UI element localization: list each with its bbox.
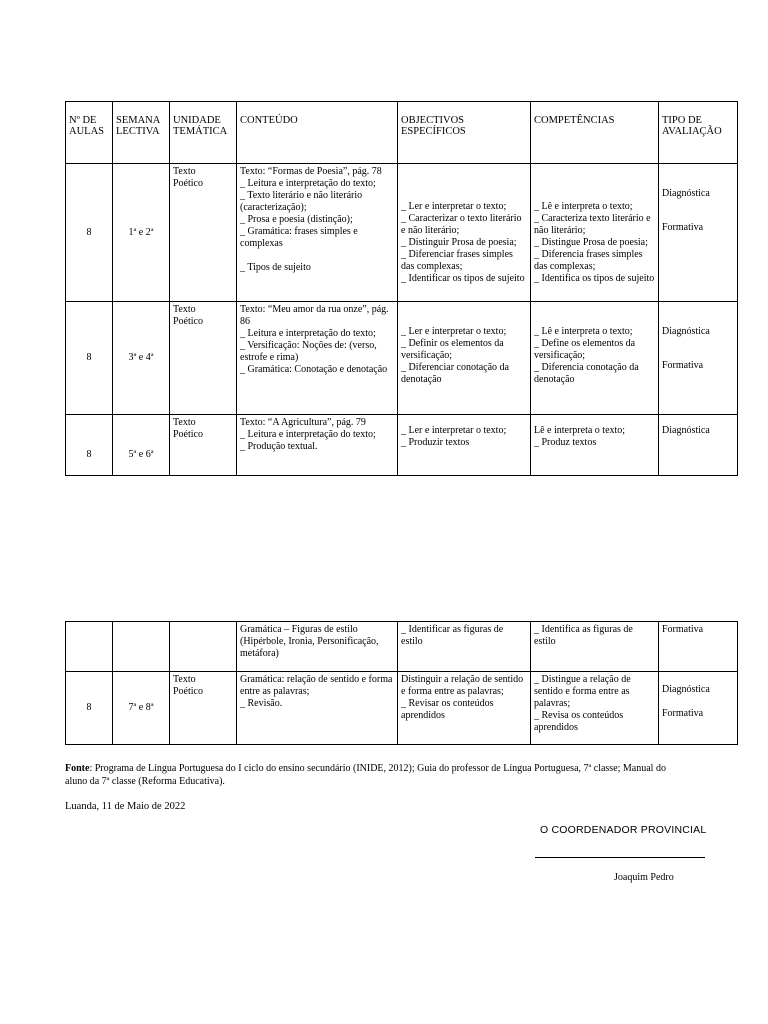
evaluation-type: Diagnóstica	[662, 326, 710, 337]
table-row	[66, 302, 738, 415]
unidade-text: Texto Poético	[173, 417, 203, 440]
evaluation-type: Diagnóstica	[662, 188, 710, 199]
header-competencias: COMPETÊNCIAS	[531, 102, 659, 164]
cell-unidade	[170, 164, 237, 302]
header-aulas: Nº DE AULAS	[66, 102, 113, 164]
cell-objectivos	[398, 302, 531, 415]
competencias-text: _ Identifica as figuras de estilo	[534, 624, 633, 647]
objectivos-text: _ Ler e interpretar o texto; _ Caracterizar o texto literário e não literário; _ Distinguir Prosa de poesia; _ Diferenciar frases simples das complexas; _ Identificar os tipos de sujeito	[401, 200, 525, 284]
cell-aulas: 8	[66, 164, 113, 302]
cell-objectivos	[398, 164, 531, 302]
competencias-text: _ Distingue a relação de sentido e forma entre as palavras; _ Revisa os conteúdos aprendidos	[534, 674, 631, 733]
cell-semana: 1ª e 2ª	[113, 164, 170, 302]
cell-competencias	[531, 164, 659, 302]
cell-aulas: 8	[66, 415, 113, 476]
table-row	[66, 164, 738, 302]
cell-unidade	[170, 415, 237, 476]
cell-avaliacao	[659, 415, 738, 476]
source-label: Fonte	[65, 763, 90, 774]
evaluation-type: Formativa	[662, 222, 704, 233]
cell-semana: 7ª e 8ª	[113, 672, 170, 745]
cell-aulas: 8	[66, 672, 113, 745]
header-unidade: UNIDADE TEMÁTICA	[170, 102, 237, 164]
cell-conteudo	[237, 302, 398, 415]
cell-objectivos	[398, 415, 531, 476]
competencias-text: Lê e interpreta o texto; _ Produz textos	[534, 425, 626, 448]
table-header-row	[66, 102, 738, 164]
conteudo-text: Texto: “Meu amor da rua onze”, pág. 86 _ Leitura e interpretação do texto; _ Versificação: Noções de: (verso, estrofe e rima) _ Gramática: Conotação e denotação	[240, 304, 389, 375]
cell-conteudo	[237, 415, 398, 476]
header-semana: SEMANA LECTIVA	[113, 102, 170, 164]
cell-aulas: 8	[66, 302, 113, 415]
cell-semana	[113, 622, 170, 672]
cell-aulas	[66, 622, 113, 672]
plan-table-2	[65, 621, 738, 745]
cell-competencias	[531, 672, 659, 745]
unidade-text: Texto Poético	[173, 304, 203, 327]
cell-unidade	[170, 302, 237, 415]
header-conteudo: CONTEÚDO	[237, 102, 398, 164]
cell-conteudo	[237, 622, 398, 672]
cell-avaliacao	[659, 672, 738, 745]
cell-conteudo	[237, 672, 398, 745]
evaluation-type: Formativa	[662, 708, 704, 719]
cell-unidade	[170, 622, 237, 672]
coordinator-title: O COORDENADOR PROVINCIAL	[540, 824, 707, 836]
table-row	[66, 672, 738, 745]
objectivos-text: Distinguir a relação de sentido e forma entre as palavras; _ Revisar os conteúdos aprendidos	[401, 674, 524, 721]
conteudo-text: Gramática – Figuras de estilo (Hipérbole, Ironia, Personificação, metáfora)	[240, 624, 379, 659]
cell-objectivos	[398, 622, 531, 672]
signature-line	[535, 857, 705, 858]
table-row	[66, 415, 738, 476]
conteudo-text: Texto: “Formas de Poesia”, pág. 78 _ Leitura e interpretação do texto; _ Texto literário e não literário (caracterização); _ Prosa e poesia (distinção); _ Gramática: frases simples e complexas _ Tipos de sujeito	[240, 166, 382, 273]
cell-unidade	[170, 672, 237, 745]
source-text: : Programa de Língua Portuguesa do I ciclo do ensino secundário (INIDE, 2012); Guia do professor de Língua Portuguesa, 7ª classe; Manual do aluno da 7ª classe (Reforma Educativa).	[65, 763, 666, 787]
plan-table-1	[65, 101, 738, 476]
cell-competencias	[531, 415, 659, 476]
objectivos-text: _ Identificar as figuras de estilo	[401, 624, 504, 647]
cell-avaliacao	[659, 302, 738, 415]
objectivos-text: _ Ler e interpretar o texto; _ Produzir textos	[401, 425, 507, 448]
cell-avaliacao	[659, 164, 738, 302]
competencias-text: _ Lê e interpreta o texto; _ Caracteriza texto literário e não literário; _ Distingue Prosa de poesia; _ Diferencia frases simples das complexas; _ Identifica os tipos de sujeito	[534, 200, 655, 284]
conteudo-text: Gramática: relação de sentido e forma entre as palavras; _ Revisão.	[240, 674, 393, 709]
unidade-text: Texto Poético	[173, 674, 203, 697]
conteudo-text: Texto: “A Agricultura”, pág. 79 _ Leitura e interpretação do texto; _ Produção textual.	[240, 417, 376, 452]
coordinator-name: Joaquim Pedro	[614, 872, 674, 883]
cell-semana: 3ª e 4ª	[113, 302, 170, 415]
competencias-text: _ Lê e interpreta o texto; _ Define os elementos da versificação; _ Diferencia conotação da denotação	[534, 326, 639, 385]
cell-competencias	[531, 622, 659, 672]
cell-avaliacao	[659, 622, 738, 672]
cell-competencias	[531, 302, 659, 415]
evaluation-type: Formativa	[662, 624, 704, 635]
cell-objectivos	[398, 672, 531, 745]
document-date: Luanda, 11 de Maio de 2022	[65, 801, 186, 812]
cell-conteudo	[237, 164, 398, 302]
evaluation-type: Diagnóstica	[662, 684, 710, 695]
evaluation-type: Formativa	[662, 360, 704, 371]
header-avaliacao: TIPO DE AVALIAÇÃO	[659, 102, 738, 164]
unidade-text: Texto Poético	[173, 166, 203, 189]
source-footnote	[65, 762, 685, 788]
table-row	[66, 622, 738, 672]
evaluation-type: Diagnóstica	[662, 425, 710, 436]
header-objectivos: OBJECTIVOS ESPECÍFICOS	[398, 102, 531, 164]
cell-semana: 5ª e 6ª	[113, 415, 170, 476]
objectivos-text: _ Ler e interpretar o texto; _ Definir os elementos da versificação; _ Diferenciar conotação da denotação	[401, 326, 509, 385]
